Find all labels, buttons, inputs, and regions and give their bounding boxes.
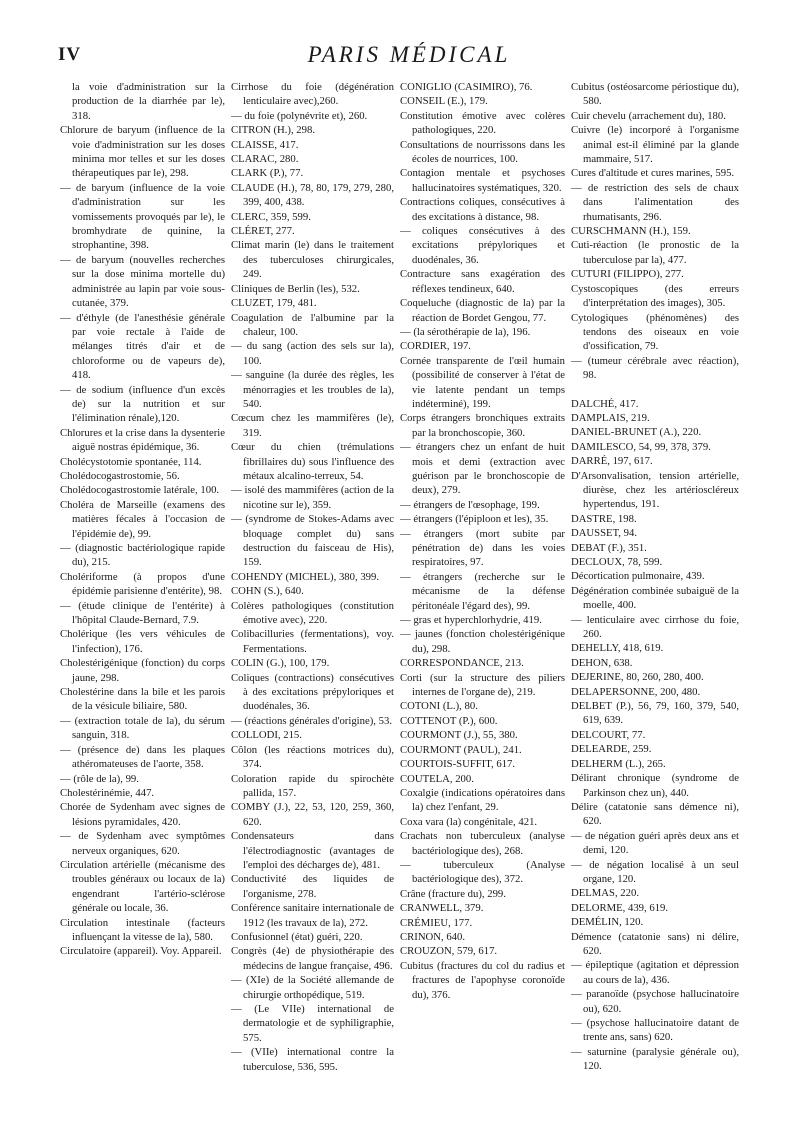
index-entry: Consultations de nourrissons dans les écoles de nourrices, 100. (400, 138, 565, 166)
index-entry: CORRESPONDANCE, 213. (400, 657, 524, 670)
section-gap (571, 383, 739, 397)
index-entry: Dégénération combinée subaiguë de la moelle, 400. (571, 584, 739, 612)
index-entry: — coliques consécutives à des excitations prépyloriques et duodénales, 36. (400, 225, 565, 266)
index-entry: la voie d'administration sur la production de la diarrhée par le), 318. (72, 81, 225, 122)
index-entry: COURMONT (J.), 55, 380. (400, 729, 518, 742)
index-entry: Colères pathologiques (constitution émotive avec), 220. (231, 599, 394, 627)
index-entry: — épileptique (agitation et dépression au cours de la), 436. (571, 959, 739, 986)
index-entry: — (la sérothérapie de la), 196. (400, 325, 531, 338)
index-entry: — (Le VIIe) international de dermatologie et de syphiligraphie, 575. (231, 1003, 394, 1044)
index-entry: Cholécystotomie spontanée, 114. (60, 455, 202, 468)
index-entry: — étrangers (recherche sur le mécanisme de la défense péritonéale l'égard des), 99. (400, 570, 565, 612)
index-entry: — gras et hyperchlorhydrie, 419. (400, 614, 542, 627)
index-entry: DELEARDE, 259. (571, 743, 652, 756)
index-entry: — (extraction totale de la), du sérum sanguin, 318. (60, 714, 225, 742)
index-entry: Cholestérigénique (fonction) du corps jaune, 298. (60, 657, 225, 684)
index-column-3 (400, 80, 565, 1130)
index-entry: COURTOIS-SUFFIT, 617. (400, 758, 516, 771)
index-entry: Corps étrangers bronchiques extraits par la bronchoscopie, 360. (400, 412, 565, 439)
index-entry: Chlorures et la crise dans la dysenterie aiguë nostras épidémique, 36. (60, 426, 225, 454)
index-entry: — étrangers (l'épiploon et les), 35. (400, 513, 549, 526)
index-entry: Chorée de Sydenham avec signes de lésions pyramidales, 420. (60, 801, 225, 828)
index-entry: CLUZET, 179, 481. (231, 297, 317, 310)
index-entry: CRÉMIEU, 177. (400, 916, 473, 929)
index-entry: DEBAT (F.), 351. (571, 541, 647, 554)
index-entry: — tuberculeux (Analyse bactériologique des), 372. (400, 858, 565, 886)
index-entry: — (rôle de la), 99. (60, 772, 139, 785)
index-entry: Cliniques de Berlin (les), 532. (231, 282, 360, 295)
index-entry: Contractions coliques, consécutives à des excitations à distance, 98. (400, 196, 565, 223)
index-entry: Cholestérine dans la bile et les parois de la vésicule biliaire, 580. (60, 686, 225, 713)
index-entry: DELBET (P.), 56, 79, 160, 379, 540, 619, 639. (571, 700, 739, 727)
index-entry: Cubitus (fractures du col du radius et fractures de l'apophyse coronoïde du), 376. (400, 959, 565, 1001)
index-entry: CITRON (H.), 298. (231, 124, 316, 137)
index-entry: Coliques (contractions) consécutives à des excitations prépyloriques et duodénales, 36. (231, 671, 394, 713)
index-entry: DASTRE, 198. (571, 512, 637, 525)
index-entry: Délire (catatonie sans démence ni), 620. (571, 800, 739, 828)
index-entry: — de baryum (influence de la voie d'administration sur les vomissements provoqués par le), le bromhydrate de quinine, la strophantine, 398. (60, 181, 225, 252)
index-entry: Cholérique (les vers véhicules de l'infection), 176. (60, 628, 225, 655)
index-entry: DEJERINE, 80, 260, 280, 400. (571, 671, 704, 684)
index-entry: DARRÉ, 197, 617. (571, 455, 653, 468)
index-entry: Contracture sans exagération des réflexes tendineux, 640. (400, 268, 565, 295)
index-entry: CLERC, 359, 599. (231, 210, 311, 223)
index-entry: Cornée transparente de l'œil humain (possibilité de conserver à l'état de vie latente pendant un temps indéterminé), 199. (400, 354, 565, 410)
index-entry: Coloration rapide du spirochète pallida, 157. (231, 772, 394, 799)
index-entry: — paranoïde (psychose hallucinatoire ou), 620. (571, 988, 739, 1015)
index-entry: Cytologiques (phénomènes) des tendons des oiseaux en voie d'ossification, 79. (571, 311, 739, 353)
index-entry: — (présence de) dans les plaques athéromateuses de l'aorte, 358. (60, 743, 225, 771)
index-entry: COUTELA, 200. (400, 772, 474, 785)
index-entry: — de restriction des sels de chaux dans l'alimentation des rhumatisants, 296. (571, 181, 739, 223)
index-entry: Confusionnel (état) guéri, 220. (231, 930, 363, 943)
index-entry: Coxa vara (la) congénitale, 421. (400, 815, 538, 828)
index-entry: CLARK (P.), 77. (231, 167, 304, 180)
index-entry: Contagion mentale et psychoses hallucinatoires systématiques, 320. (400, 167, 565, 194)
index-entry: CUTURI (FILIPPO), 277. (571, 268, 684, 281)
index-entry: Climat marin (le) dans le traitement des tuberculoses chirurgicales, 249. (231, 239, 394, 281)
index-entry: Corti (sur la structure des piliers internes de l'organe de), 219. (400, 671, 565, 699)
index-entry: COTTENOT (P.), 600. (400, 714, 498, 727)
index-entry: DELHERM (L.), 265. (571, 757, 666, 770)
index-entry: Délirant chronique (syndrome de Parkinson chez un), 440. (571, 772, 739, 799)
index-entry: — du foie (polynévrite et), 260. (231, 109, 368, 122)
index-entry: Cuir chevelu (arrachement du), 180. (571, 109, 726, 122)
index-entry: DALCHÉ, 417. (571, 397, 639, 410)
index-entry: CONIGLIO (CASIMIRO), 76. (400, 81, 533, 93)
index-entry: — de Sydenham avec symptômes nerveux organiques, 620. (60, 830, 225, 857)
index-entry: Coxalgie (indications opératoires dans la) chez l'enfant, 29. (400, 786, 565, 814)
index-entry: — sanguine (la durée des règles, les ménorragies et les troubles de la), 540. (231, 369, 394, 410)
index-entry: Circulation artérielle (mécanisme des troubles généraux ou locaux de la) engendrant l'artério-sclérose générale ou locale, 36. (60, 858, 225, 915)
index-entry: — de baryum (nouvelles recherches sur la dose minima mortelle du) administrée au lapin par voie sous-cutanée, 379. (60, 253, 225, 310)
index-entry: DECLOUX, 78, 599. (571, 556, 663, 568)
index-entry: COHENDY (MICHEL), 380, 399. (231, 570, 380, 583)
index-entry: CRANWELL, 379. (400, 902, 484, 915)
index-entry: COMBY (J.), 22, 53, 120, 259, 360, 620. (231, 801, 394, 828)
index-entry: CROUZON, 579, 617. (400, 945, 498, 958)
index-entry: Conductivité des liquides de l'organisme, 278. (231, 873, 394, 900)
index-entry: Cœcum chez les mammifères (le), 319. (231, 412, 394, 439)
index-entry: Cholestérinémie, 447. (60, 786, 155, 799)
index-entry: Colibacilluries (fermentations), voy. Fermentations. (231, 628, 394, 655)
index-entry: DELAPERSONNE, 200, 480. (571, 685, 701, 698)
index-entry: — (VIIe) international contre la tuberculose, 536, 595. (231, 1046, 394, 1073)
index-entry: COURMONT (PAUL), 241. (400, 743, 522, 756)
index-entry: CLARAC, 280. (231, 153, 299, 166)
index-column-2 (231, 80, 394, 1130)
index-entry: — lenticulaire avec cirrhose du foie, 260. (571, 613, 739, 641)
page-header (58, 38, 760, 78)
index-entry: Décortication pulmonaire, 439. (571, 570, 705, 583)
index-entry: COTONI (L.), 80. (400, 700, 478, 713)
index-entry: COLIN (G.), 100, 179. (231, 657, 330, 670)
index-entry: Cuivre (le) incorporé à l'organisme animal est-il éliminé par la glande mammaire, 517. (571, 124, 739, 166)
index-entry: Cholédocogastrostomie, 56. (60, 469, 180, 482)
index-entry: — jaunes (fonction cholestérigénique du), 298. (400, 628, 565, 655)
index-entry: Coagulation de l'albumine par la chaleur, 100. (231, 311, 394, 338)
index-entry: Cubitus (ostéosarcome périostique du), 580. (571, 81, 739, 108)
index-entry: Chlorure de baryum (influence de la voie d'administration sur les doses minima mor telles et sur les doses thérapeutiques par le), 298. (60, 124, 225, 180)
index-entry: CRINON, 640. (400, 930, 466, 943)
index-entry: — (tumeur cérébrale avec réaction), 98. (571, 354, 739, 382)
index-entry: DELCOURT, 77. (571, 728, 646, 741)
index-entry: Crâne (fracture du), 299. (400, 887, 506, 900)
index-entry: DAMILESCO, 54, 99, 378, 379. (571, 440, 711, 453)
index-entry: CLÉRET, 277. (231, 225, 295, 238)
index-entry: Cholériforme (à propos d'une épidémie parisienne d'entérite), 98. (60, 570, 225, 598)
index-entry: — étrangers chez un enfant de huit mois et demi (extraction avec guérison par le bronchoscopie de deux), 279. (400, 441, 565, 497)
index-entry: — (psychose hallucinatoire datant de trente ans, sans) 620. (571, 1017, 739, 1044)
index-entry: Cures d'altitude et cures marines, 595. (571, 167, 735, 180)
index-entry: DAUSSET, 94. (571, 527, 638, 540)
index-entry: Congrès (4e) de physiothérapie des médecins de langue française, 496. (231, 945, 394, 972)
page-number: IV (58, 44, 82, 65)
index-entry: — (diagnostic bactériologique rapide du), 215. (60, 542, 225, 569)
index-entry: DAMPLAIS, 219. (571, 411, 650, 424)
index-column-4 (571, 80, 739, 1130)
index-entry: CORDIER, 197. (400, 340, 471, 353)
index-entry: Coqueluche (diagnostic de la) par la réaction de Bordet Gengou, 77. (400, 297, 565, 324)
index-entry: DELORME, 439, 619. (571, 901, 669, 914)
index-entry: CURSCHMANN (H.), 159. (571, 225, 691, 238)
index-entry: Cystoscopiques (des erreurs d'interprétation des images), 305. (571, 282, 739, 310)
index-entry: — (syndrome de Stokes-Adams avec bloquage complet du) sans destruction du faisceau de His), 159. (231, 513, 394, 569)
index-entry: — de négation localisé à un seul organe, 120. (571, 858, 739, 885)
index-entry: Cœur du chien (trémulations fibrillaires du) sous l'influence des métaux alcalino-terreux, 54. (231, 441, 394, 482)
index-entry: — (XIe) de la Société allemande de chirurgie orthopédique, 519. (231, 974, 394, 1001)
index-entry: Cuti-réaction (le pronostic de la tuberculose par la), 477. (571, 239, 739, 266)
index-entry: DEHELLY, 418, 619. (571, 642, 664, 655)
index-entry: — étrangers de l'œsophage, 199. (400, 498, 540, 511)
index-entry: DEMÉLIN, 120. (571, 916, 644, 929)
index-entry: Constitution émotive avec colères pathologiques, 220. (400, 109, 565, 137)
index-column-1 (60, 80, 225, 1130)
index-entry: CLAUDE (H.), 78, 80, 179, 279, 280, 399, 400, 438. (231, 181, 394, 209)
index-entry: Côlon (les réactions motrices du), 374. (231, 743, 394, 771)
index-entry: CLAISSE, 417. (231, 138, 299, 151)
index-entry: Crachats non tuberculeux (analyse bactériologique des), 268. (400, 830, 565, 857)
index-entry: D'Arsonvalisation, tension artérielle, diurèse, chez les artérioscléreux hypertendus, 191. (571, 469, 739, 511)
index-entry: — (réactions générales d'origine), 53. (231, 714, 392, 727)
index-entry: Démence (catatonie sans) ni délire, 620. (571, 930, 739, 957)
index-entry: COLLODI, 215. (231, 729, 302, 742)
index-entry: — d'éthyle (de l'anesthésie générale par voie rectale à l'aide de mélanges titrés d'air et de chloroforme ou de vapeurs de), 418. (60, 311, 225, 382)
index-entry: — isolé des mammifères (action de la nicotine sur le), 359. (231, 484, 394, 511)
index-entry: DEHON, 638. (571, 656, 633, 669)
running-title: PARIS MÉDICAL (307, 42, 511, 67)
index-entry: Conférence sanitaire internationale de 1912 (les travaux de la), 272. (231, 902, 394, 929)
index-entry: Cholédocogastrostomie latérale, 100. (60, 484, 220, 497)
index-entry: DANIEL-BRUNET (A.), 220. (571, 426, 702, 439)
index-entry: — saturnine (paralysie générale ou), 120. (571, 1045, 739, 1073)
index-entry: Circulation intestinale (facteurs influençant la vitesse de la), 580. (60, 916, 225, 943)
index-entry: — du sang (action des sels sur la), 100. (231, 340, 394, 367)
index-entry: — de sodium (influence d'un excès de) sur la nutrition et sur l'élimination rénale),120. (60, 383, 225, 425)
index-entry: — (étude clinique de l'entérite) à l'hôpital Claude-Bernard, 7.9. (60, 599, 225, 627)
index-entry: Circulatoire (appareil). Voy. Appareil. (60, 945, 222, 958)
index-entry: Cirrhose du foie (dégénération lenticulaire avec),260. (231, 81, 394, 108)
index-entry: — étrangers (mort subite par pénétration de) dans les voies respiratoires, 97. (400, 527, 565, 569)
index-entry: CONSEIL (E.), 179. (400, 95, 488, 108)
index-entry: COHN (S.), 640. (231, 585, 304, 598)
index-entry: DELMAS, 220. (571, 887, 639, 900)
index-entry: Choléra de Marseille (examens des matières fécales à l'occasion de l'épidémie de), 99. (60, 498, 225, 540)
index-entry: — de négation guéri après deux ans et demi, 120. (571, 829, 739, 857)
index-entry: Condensateurs dans l'électrodiagnostic (avantages de l'emploi des décharges de), 481. (231, 830, 394, 871)
